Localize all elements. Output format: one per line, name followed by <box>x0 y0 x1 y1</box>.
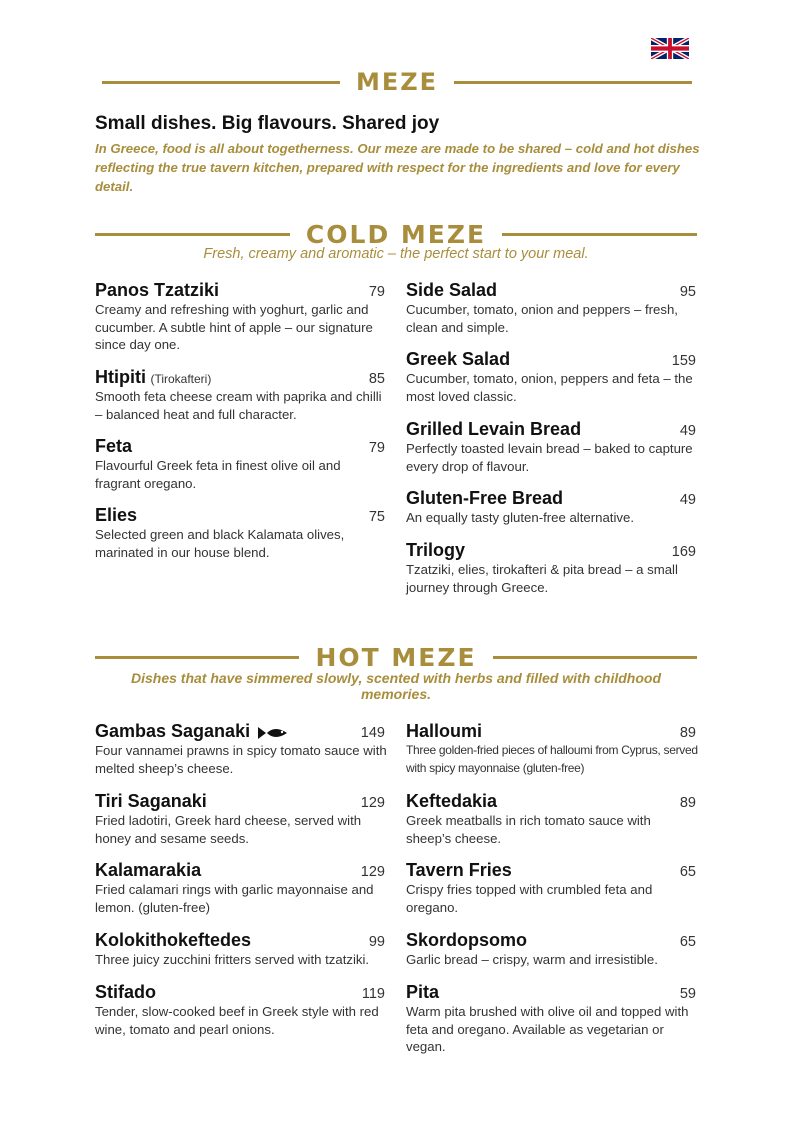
uk-flag-icon[interactable] <box>651 38 689 59</box>
menu-item <box>95 930 388 969</box>
item-description: Three golden-fried pieces of halloumi from Cyprus, served with spicy mayonnaise (gluten-free) <box>406 743 698 775</box>
item-description: Selected green and black Kalamata olives, marinated in our house blend. <box>95 527 345 560</box>
divider <box>502 233 697 236</box>
item-description: Flavourful Greek feta in finest olive oil and fragrant oregano. <box>95 458 341 491</box>
item-name: Halloumi <box>406 721 483 741</box>
menu-item <box>406 488 699 527</box>
menu-item <box>406 860 699 916</box>
item-price: 59 <box>679 986 696 1002</box>
hot-meze-title: HOT MEZE <box>315 643 477 672</box>
item-price: 99 <box>368 934 385 950</box>
cold-meze-header <box>95 220 697 249</box>
divider <box>493 656 697 659</box>
item-name: Side Salad <box>406 280 498 300</box>
menu-item <box>406 930 699 969</box>
item-name: Htipiti (Tirokafteri) <box>95 367 212 387</box>
item-price: 89 <box>679 725 696 741</box>
menu-item <box>95 367 388 423</box>
item-price: 119 <box>361 986 385 1002</box>
menu-item <box>95 982 388 1038</box>
item-description: Tzatziki, elies, tirokafteri & pita bread – a small journey through Greece. <box>406 562 678 595</box>
item-description: Fried calamari rings with garlic mayonnaise and lemon. (gluten-free) <box>95 882 374 915</box>
item-description: An equally tasty gluten-free alternative. <box>406 510 634 525</box>
item-note: (Tirokafteri) <box>150 372 212 386</box>
fish-icon <box>258 726 288 740</box>
menu-item <box>95 505 388 561</box>
item-name: Kalamarakia <box>95 860 202 880</box>
item-price: 129 <box>360 795 385 811</box>
menu-item <box>406 982 699 1056</box>
menu-item <box>406 791 699 847</box>
item-name: Stifado <box>95 982 156 1002</box>
item-name: Feta <box>95 436 133 456</box>
item-name: Pita <box>406 982 440 1002</box>
item-price: 79 <box>368 440 385 456</box>
item-name: Grilled Levain Bread <box>406 419 582 439</box>
item-price: 89 <box>679 795 696 811</box>
item-description: Greek meatballs in rich tomato sauce with sheep’s cheese. <box>406 813 651 846</box>
item-description: Perfectly toasted levain bread – baked to capture every drop of flavour. <box>406 441 693 474</box>
menu-item <box>95 280 388 354</box>
item-description: Warm pita brushed with olive oil and topped with feta and oregano. Available as vegetarian or vegan. <box>406 1004 689 1054</box>
menu-item <box>406 349 699 405</box>
item-description: Three juicy zucchini fritters served with tzatziki. <box>95 952 370 967</box>
item-description: Smooth feta cheese cream with paprika and chilli – balanced heat and full character. <box>95 389 382 422</box>
menu-item <box>95 436 388 492</box>
item-description: Cucumber, tomato, onion and peppers – fresh, clean and simple. <box>406 302 678 335</box>
menu-item <box>95 860 388 916</box>
item-name: Tavern Fries <box>406 860 512 880</box>
item-description: Creamy and refreshing with yoghurt, garlic and cucumber. A subtle hint of apple – our signature since day one. <box>95 302 373 352</box>
hot-meze-header <box>95 643 697 672</box>
item-price: 65 <box>679 864 696 880</box>
item-name: Kolokithokeftedes <box>95 930 252 950</box>
item-price: 49 <box>679 492 696 508</box>
menu-item <box>95 721 388 777</box>
item-name: Gambas Saganaki <box>95 721 288 742</box>
item-description: Cucumber, tomato, onion, peppers and feta – the most loved classic. <box>406 371 693 404</box>
section-title: MEZE <box>355 68 439 96</box>
item-description: Tender, slow-cooked beef in Greek style with red wine, tomato and pearl onions. <box>95 1004 379 1037</box>
item-description: Fried ladotiri, Greek hard cheese, served with honey and sesame seeds. <box>95 813 362 846</box>
item-price: 65 <box>679 934 696 950</box>
item-name: Trilogy <box>406 540 466 560</box>
item-description: Four vannamei prawns in spicy tomato sauce with melted sheep’s cheese. <box>95 743 387 776</box>
item-name: Skordopsomo <box>406 930 528 950</box>
divider <box>95 656 299 659</box>
divider <box>102 81 340 84</box>
divider <box>454 81 692 84</box>
item-price: 169 <box>671 544 696 560</box>
item-name: Panos Tzatziki <box>95 280 220 300</box>
hot-meze-subtitle: Dishes that have simmered slowly, scented with herbs and filled with childhood memories. <box>130 670 662 702</box>
menu-item <box>406 419 699 475</box>
cold-meze-title: COLD MEZE <box>305 220 487 249</box>
intro-text: In Greece, food is all about togetherness. Our meze are made to be shared – cold and hot dishes reflecting the true tavern kitchen, prepared with respect for the ingredients and love for every detail. <box>95 141 700 194</box>
menu-item <box>95 791 388 847</box>
item-price: 75 <box>368 509 385 525</box>
tagline: Small dishes. Big flavours. Shared joy <box>95 113 440 134</box>
menu-item <box>406 721 699 777</box>
item-price: 79 <box>368 284 385 300</box>
item-price: 159 <box>671 353 696 369</box>
item-price: 149 <box>360 725 385 741</box>
item-description: Crispy fries topped with crumbled feta and oregano. <box>406 882 653 915</box>
item-name: Elies <box>95 505 138 525</box>
menu-item <box>406 280 699 336</box>
item-price: 85 <box>368 371 385 387</box>
item-name: Tiri Saganaki <box>95 791 207 811</box>
menu-item <box>406 540 699 596</box>
item-name: Keftedakia <box>406 791 498 811</box>
item-price: 49 <box>679 423 696 439</box>
item-name: Greek Salad <box>406 349 511 369</box>
meze-header <box>102 68 692 96</box>
item-price: 129 <box>360 864 385 880</box>
divider <box>95 233 290 236</box>
item-description: Garlic bread – crispy, warm and irresistible. <box>406 952 658 967</box>
item-price: 95 <box>679 284 696 300</box>
cold-meze-subtitle: Fresh, creamy and aromatic – the perfect start to your meal. <box>203 246 589 262</box>
item-name: Gluten-Free Bread <box>406 488 564 508</box>
